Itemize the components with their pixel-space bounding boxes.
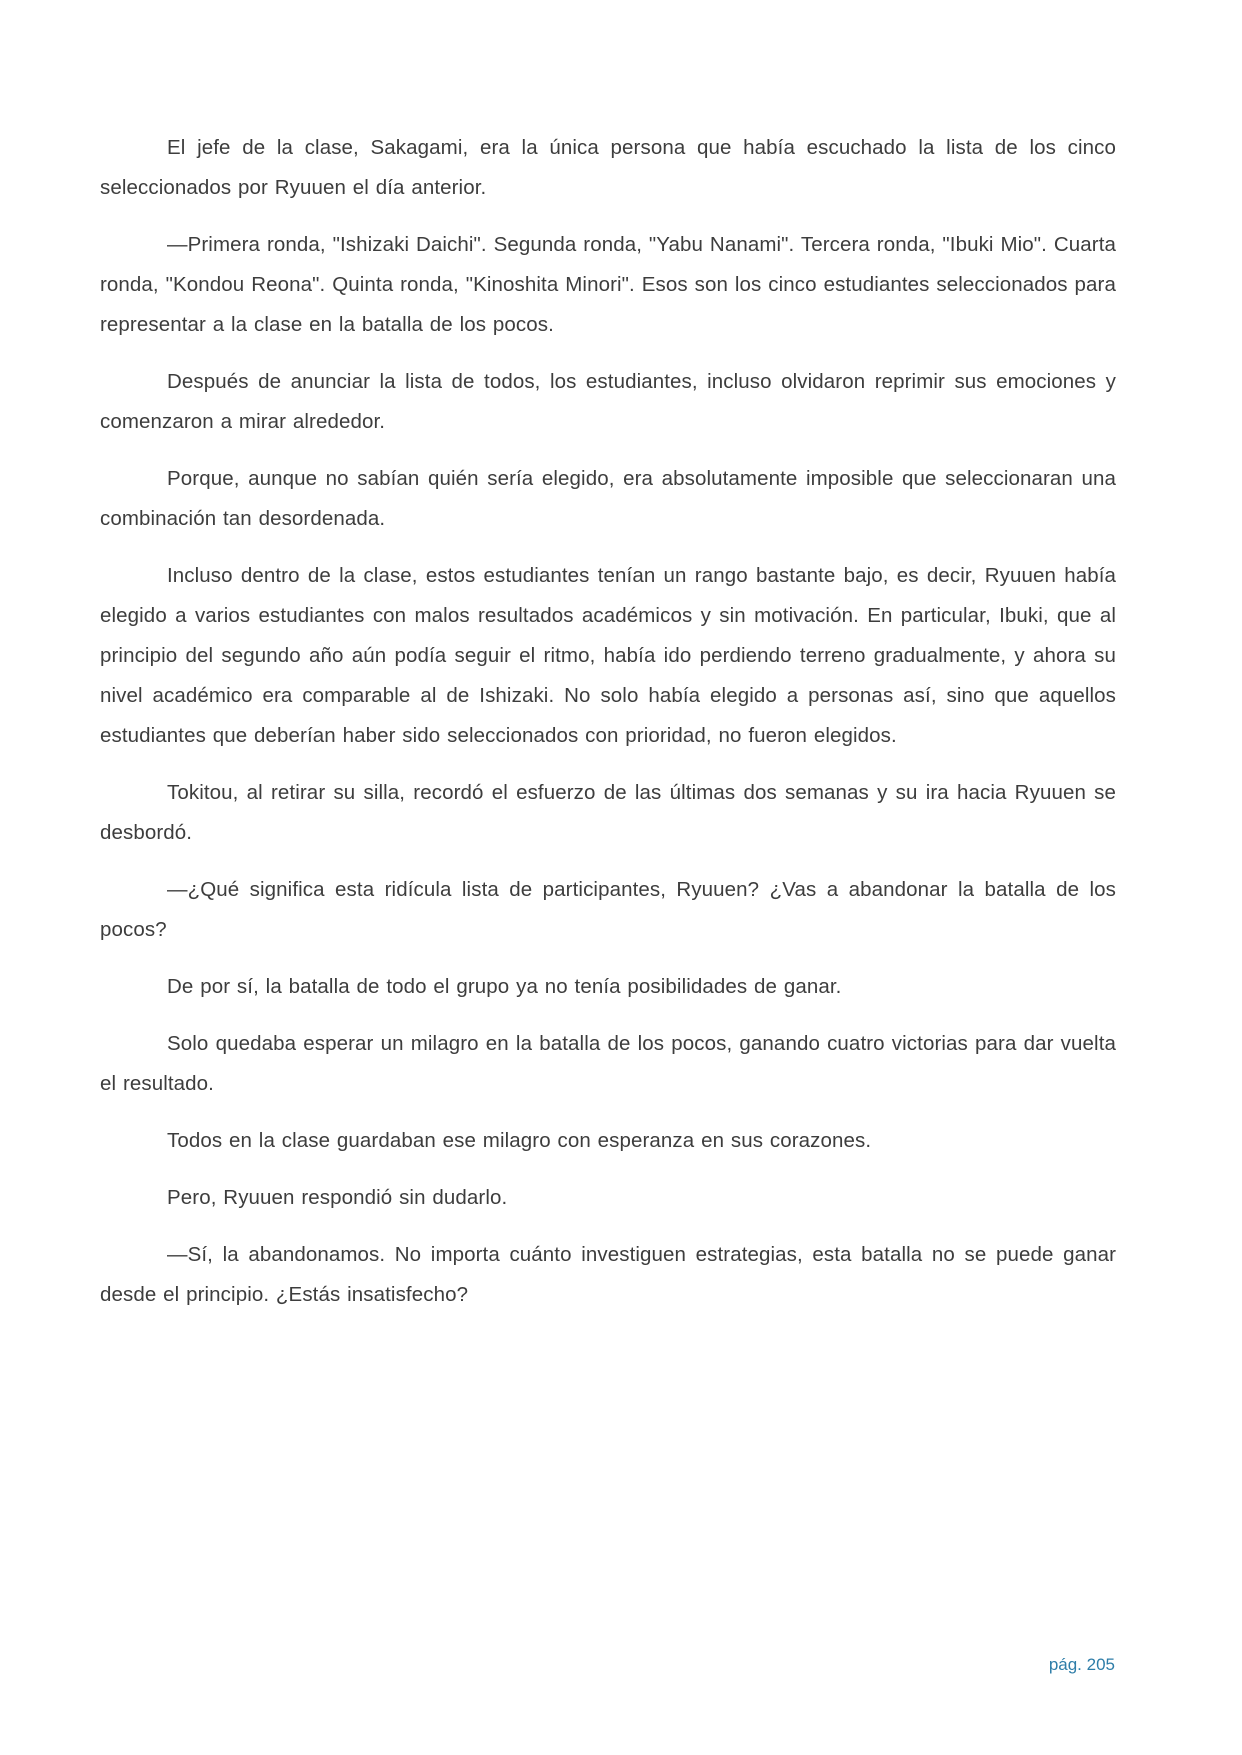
paragraph: Porque, aunque no sabían quién sería elegido, era absolutamente imposible que seleccionaran una combinación tan desordenada. <box>100 467 1116 530</box>
paragraph: Todos en la clase guardaban ese milagro con esperanza en sus corazones. <box>167 1129 872 1152</box>
paragraph: Pero, Ryuuen respondió sin dudarlo. <box>167 1186 508 1209</box>
paragraph: De por sí, la batalla de todo el grupo ya no tenía posibilidades de ganar. <box>167 975 842 998</box>
paragraph: Incluso dentro de la clase, estos estudiantes tenían un rango bastante bajo, es decir, Ryuuen había elegido a varios estudiantes con malos resultados académicos y sin motivación. En particular, Ibuki, que al principio del segundo año aún podía seguir el ritmo, había ido perdiendo terreno gradualmente, y ahora su nivel académico era comparable al de Ishizaki. No solo había elegido a personas así, sino que aquellos estudiantes que deberían haber sido seleccionados con prioridad, no fueron elegidos. <box>100 564 1116 747</box>
paragraph: Tokitou, al retirar su silla, recordó el esfuerzo de las últimas dos semanas y su ira hacia Ryuuen se desbordó. <box>100 781 1116 844</box>
paragraph: El jefe de la clase, Sakagami, era la única persona que había escuchado la lista de los cinco seleccionados por Ryuuen el día anterior. <box>100 136 1116 199</box>
page-number: pág. 205 <box>1048 1655 1115 1674</box>
paragraph: —Sí, la abandonamos. No importa cuánto investiguen estrategias, esta batalla no se puede ganar desde el principio. ¿Estás insatisfecho? <box>100 1243 1116 1306</box>
paragraph: Solo quedaba esperar un milagro en la batalla de los pocos, ganando cuatro victorias para dar vuelta el resultado. <box>100 1032 1116 1095</box>
paragraph: —Primera ronda, "Ishizaki Daichi". Segunda ronda, "Yabu Nanami". Tercera ronda, "Ibuki Mio". Cuarta ronda, "Kondou Reona". Quinta ronda, "Kinoshita Minori". Esos son los cinco estudiantes seleccionados para representar a la clase en la batalla de los pocos. <box>100 233 1116 336</box>
page-body-text <box>100 128 1116 1332</box>
paragraph: —¿Qué significa esta ridícula lista de participantes, Ryuuen? ¿Vas a abandonar la batalla de los pocos? <box>100 878 1116 941</box>
paragraph: Después de anunciar la lista de todos, los estudiantes, incluso olvidaron reprimir sus emociones y comenzaron a mirar alrededor. <box>100 370 1116 433</box>
